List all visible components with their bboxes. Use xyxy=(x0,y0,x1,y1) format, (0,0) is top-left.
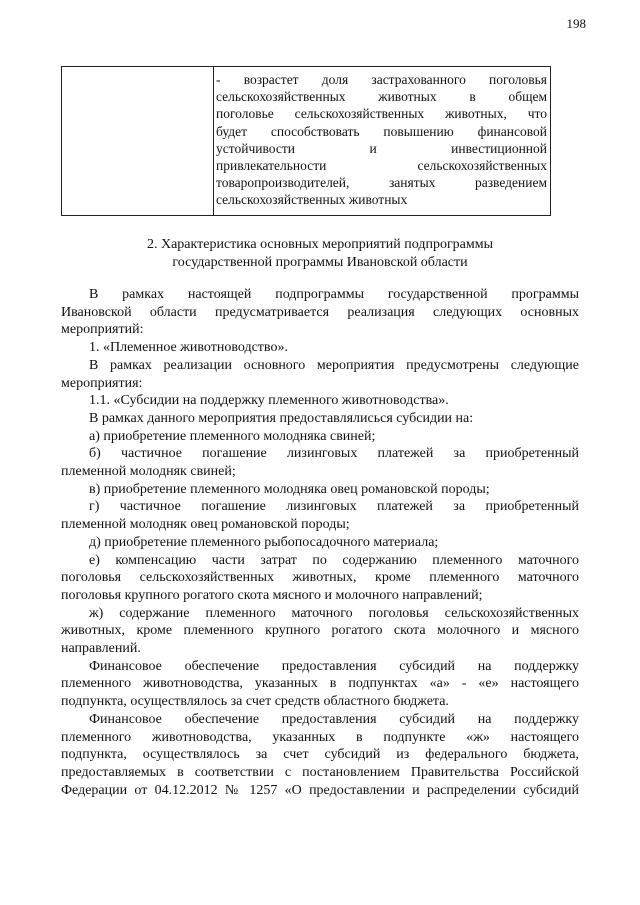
body-line: подпункта, осуществлялось за счет субсидий из федерального бюджета, xyxy=(61,747,579,763)
body-line: В рамках реализации основного мероприятия предусмотрены следующие xyxy=(89,357,579,373)
body-line: е) компенсацию части затрат по содержанию племенного маточного xyxy=(89,552,579,568)
body-line: Федерации от 04.12.2012 № 1257 «О предоставлении и распределении субсидий xyxy=(61,782,579,798)
table-line: сельскохозяйственных животных xyxy=(216,192,408,208)
table-line: будет способствовать повышению финансовой xyxy=(216,123,547,139)
body-line: поголовья крупного рогатого скота мясного и молочного направлений; xyxy=(61,587,483,603)
body-line: В рамках данного мероприятия предоставлялисься субсидии на: xyxy=(89,410,474,426)
section-title xyxy=(60,236,580,272)
table-right-cell xyxy=(216,71,547,209)
body-line: мероприятий: xyxy=(61,322,144,338)
table xyxy=(61,66,551,216)
body-line: племенного животноводства, указанных в подпунктах «а» - «е» настоящего xyxy=(61,676,579,692)
body-line: г) частичное погашение лизинговых платежей за приобретенный xyxy=(89,499,579,515)
body-line: ж) содержание племенного маточного поголовья сельскохозяйственных xyxy=(89,605,579,621)
section-title-line: государственной программы Ивановской области xyxy=(172,255,468,270)
body-text xyxy=(61,286,579,799)
body-line: подпункта, осуществлялось за счет средств областного бюджета. xyxy=(61,694,449,710)
body-line: племенного животноводства, указанных в подпункте «ж» настоящего xyxy=(61,729,579,745)
body-line: Финансовое обеспечение предоставления субсидий на поддержку xyxy=(89,658,579,674)
body-line: а) приобретение племенного молодняка свиней; xyxy=(89,428,376,444)
body-line: в) приобретение племенного молодняка овец романовской породы; xyxy=(89,481,490,497)
table-line: сельскохозяйственных животных в общем xyxy=(216,89,547,105)
body-line: мероприятия: xyxy=(61,375,143,391)
body-line: б) частичное погашение лизинговых платежей за приобретенный xyxy=(89,446,579,462)
table-line: устойчивости и инвестиционной xyxy=(216,140,547,156)
body-line: поголовья сельскохозяйственных животных, кроме племенного маточного xyxy=(61,570,579,586)
page-number: 198 xyxy=(566,16,586,31)
table-line: привлекательности сельскохозяйственных xyxy=(216,158,547,174)
body-line: племенной молодняк овец романовской породы; xyxy=(61,517,350,533)
body-line: В рамках настоящей подпрограммы государственной программы xyxy=(89,287,579,302)
body-line: д) приобретение племенного рыбопосадочного материала; xyxy=(89,534,439,550)
body-line: Финансовое обеспечение предоставления субсидий на поддержку xyxy=(89,711,579,727)
body-line: предоставляемых в соответствии с постановлением Правительства Российской xyxy=(61,764,579,780)
section-title-line: 2. Характеристика основных мероприятий подпрограммы xyxy=(146,237,494,252)
table-line: товаропроизводителей, занятых разведением xyxy=(216,175,547,191)
body-line: Ивановской области предусматривается реализация следующих основных xyxy=(61,304,579,320)
table-line: - возрастет доля застрахованного поголовья xyxy=(216,72,547,87)
body-line: 1. «Племенное животноводство». xyxy=(89,340,288,356)
body-line: 1.1. «Субсидии на поддержку племенного животноводства». xyxy=(89,393,449,409)
body-line: направлений. xyxy=(61,641,141,657)
table-line: поголовье сельскохозяйственных животных, что xyxy=(216,106,547,122)
body-line: животных, кроме племенного крупного рогатого скота молочного и мясного xyxy=(61,623,579,639)
body-line: племенной молодняк свиней; xyxy=(61,464,236,480)
table-column-divider xyxy=(213,67,214,215)
